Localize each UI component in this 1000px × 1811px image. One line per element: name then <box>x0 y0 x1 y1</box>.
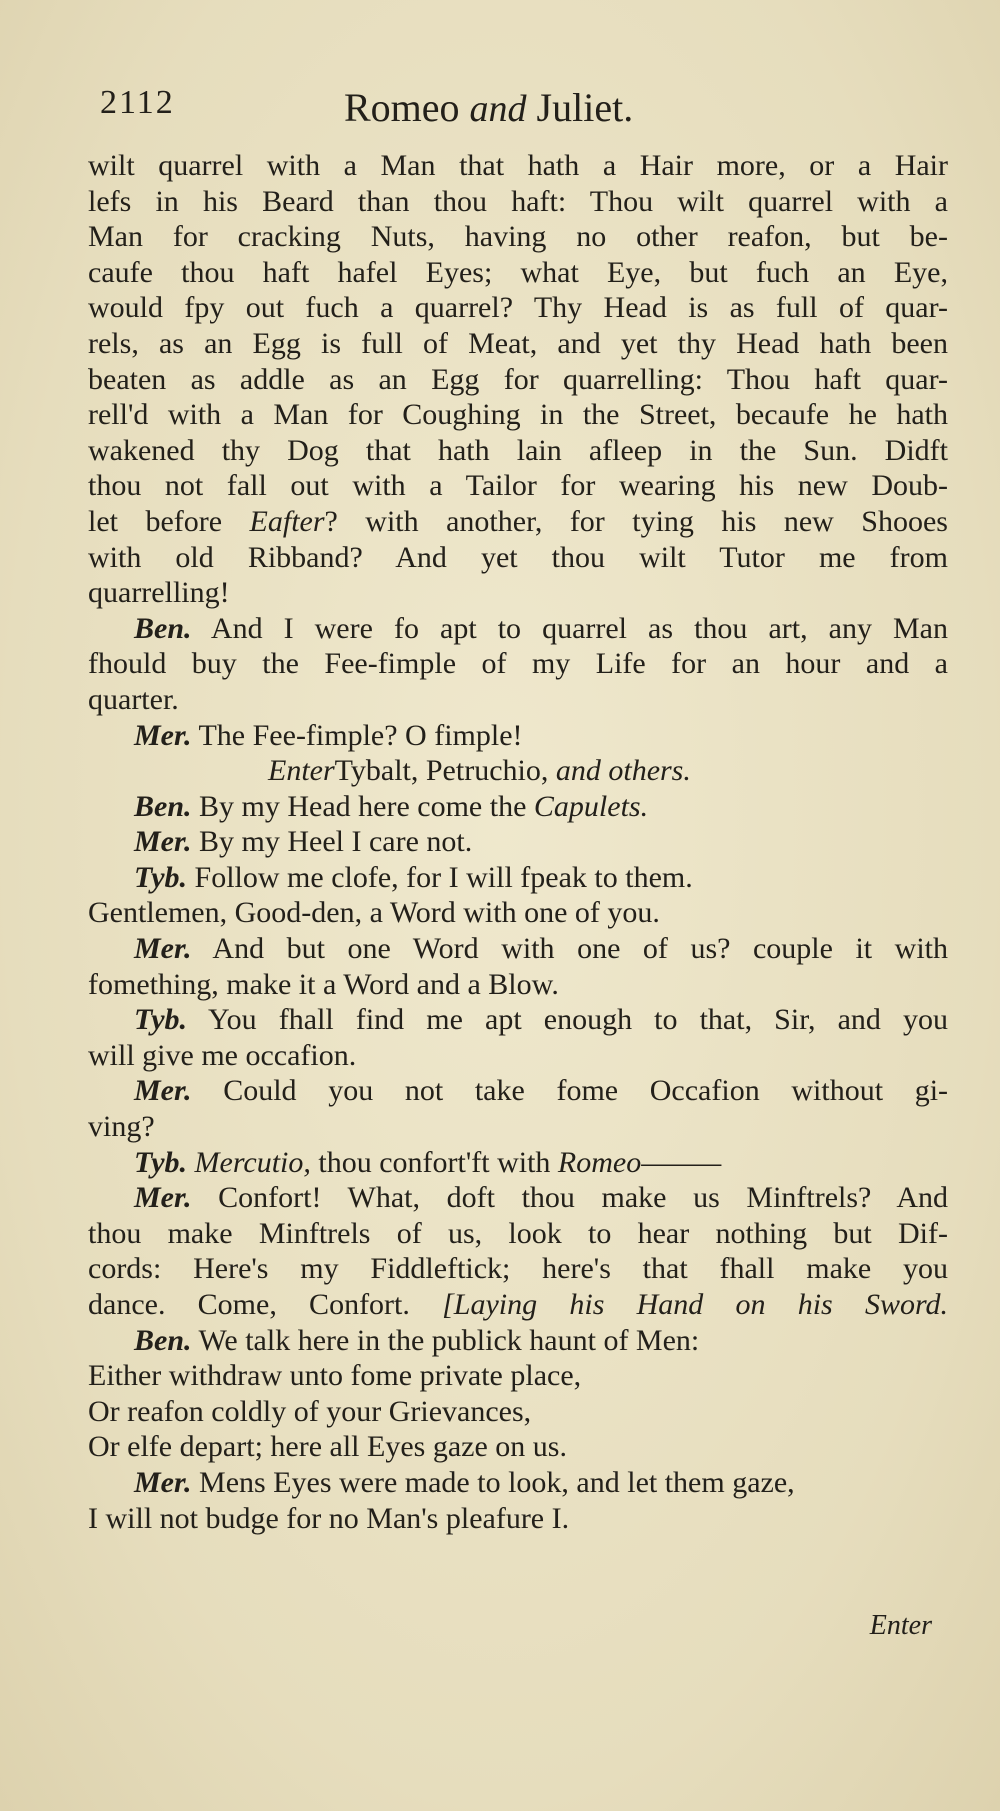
catchword: Enter <box>869 1610 932 1641</box>
text-line: would fpy out fuch a quarrel? Thy Head is as full of quar- <box>88 291 948 325</box>
speech-line <box>88 1145 948 1181</box>
text-line: fomething, make it a Word and a Blow. <box>88 967 559 1001</box>
text-fragment: ? with another, for tying his new Shooes <box>324 504 948 538</box>
speech-line <box>88 1073 948 1109</box>
speech-text: We talk here in the publick haunt of Men: <box>198 1323 700 1357</box>
speech-text: thou confort'ft with <box>318 1145 551 1179</box>
speaker-tyb: Tyb. <box>134 860 188 894</box>
speaker-mer: Mer. <box>134 1465 192 1499</box>
speech-line <box>88 1002 948 1038</box>
speech-text: Could you not take fome Occafion without gi- <box>223 1074 949 1108</box>
text-line: rell'd with a Man for Coughing in the Street, becaufe he hath <box>88 398 948 432</box>
characters-entering: Tybalt, Petruchio, <box>334 754 549 788</box>
speech-text: By my Head here come the <box>199 789 527 823</box>
stage-direction: [Laying his Hand on his Sword. <box>442 1288 949 1321</box>
speaker-tyb: Tyb. <box>134 1003 188 1037</box>
italic-romeo: Romeo——— <box>557 1145 722 1179</box>
speaker-mer: Mer. <box>134 1181 192 1215</box>
text-line: quarter. <box>88 682 179 716</box>
speech-text: Mens Eyes were made to look, and let them gaze, <box>199 1465 795 1499</box>
text-line: wakened thy Dog that hath lain afleep in the Sun. Didft <box>88 433 948 467</box>
speech-line <box>88 1323 948 1359</box>
italic-enter: Enter <box>268 754 335 788</box>
text-line: rels, as an Egg is full of Meat, and yet thy Head hath been <box>88 326 948 360</box>
verse-line: Either withdraw unto fome private place, <box>88 1359 582 1393</box>
text-line: thou not fall out with a Tailor for wearing his new Doub- <box>88 469 948 503</box>
italic-capulets: Capulets. <box>533 789 649 823</box>
play-text <box>88 148 948 1536</box>
text-line: lefs in his Beard than thou haft: Thou wilt quarrel with a <box>88 184 948 218</box>
title-and: and <box>469 88 527 130</box>
running-title <box>344 84 633 131</box>
speech-line <box>88 824 948 860</box>
text-line: thou make Minftrels of us, look to hear nothing but Dif- <box>88 1216 948 1250</box>
speaker-ben: Ben. <box>134 789 192 823</box>
speaker-mer: Mer. <box>134 932 192 966</box>
text-line: caufe thou haft hafel Eyes; what Eye, but fuch an Eye, <box>88 255 948 289</box>
text-line <box>88 1287 948 1323</box>
text-line: wilt quarrel with a Man that hath a Hair more, or a Hair <box>88 149 948 182</box>
speech-line <box>88 931 948 967</box>
text-line: Man for cracking Nuts, having no other reafon, but be- <box>88 220 948 254</box>
speech-line <box>88 789 948 825</box>
speech-line <box>88 860 948 896</box>
speech-text: By my Heel I care not. <box>199 825 473 859</box>
speech-text: And I were fo apt to quarrel as thou art, any Man <box>210 611 948 645</box>
italic-and-others: and others. <box>555 754 691 788</box>
text-line: with old Ribband? And yet thou wilt Tutor me from <box>88 540 948 574</box>
verse-line: Or reafon coldly of your Grievances, <box>88 1394 532 1428</box>
speech-line <box>88 1465 948 1501</box>
speaker-ben: Ben. <box>134 611 192 645</box>
speech-text: Follow me clofe, for I will fpeak to them. <box>194 860 693 894</box>
text-line: quarrelling! <box>88 576 230 610</box>
verse-line: Or elfe depart; here all Eyes gaze on us. <box>88 1430 567 1464</box>
speech-text: You fhall find me apt enough to that, Sir, and you <box>208 1003 948 1037</box>
page-number: 2112 <box>100 84 175 121</box>
italic-mercutio: Mercutio, <box>194 1145 311 1179</box>
speaker-mer: Mer. <box>134 825 192 859</box>
speech-line <box>88 1180 948 1216</box>
speaker-ben: Ben. <box>134 1323 192 1357</box>
speech-line <box>88 718 948 754</box>
speaker-tyb: Tyb. <box>134 1145 188 1179</box>
title-romeo: Romeo <box>344 85 460 130</box>
speech-text: The Fee-fimple? O fimple! <box>198 718 523 752</box>
speaker-mer: Mer. <box>134 718 192 752</box>
speech-text: And but one Word with one of us? couple it with <box>212 932 948 966</box>
text-line: Gentlemen, Good-den, a Word with one of you. <box>88 896 660 930</box>
text-line: will give me occafion. <box>88 1038 357 1072</box>
stage-direction-entrance <box>88 753 948 789</box>
running-header <box>100 84 900 140</box>
text-line: ving? <box>88 1110 155 1144</box>
text-line: beaten as addle as an Egg for quarrelling: Thou haft quar- <box>88 362 948 396</box>
text-fragment: let before <box>88 504 250 538</box>
italic-easter: Eafter <box>249 504 325 538</box>
speaker-mer: Mer. <box>134 1074 192 1108</box>
speech-text: dance. Come, Confort. <box>88 1288 410 1321</box>
title-juliet: Juliet. <box>536 85 634 130</box>
text-line: cords: Here's my Fiddleftick; here's that fhall make you <box>88 1252 948 1286</box>
text-line: fhould buy the Fee-fimple of my Life for an hour and a <box>88 647 948 681</box>
verse-line: I will not budge for no Man's pleafure I. <box>88 1501 570 1535</box>
speech-line <box>88 611 948 647</box>
speech-text: Confort! What, doft thou make us Minftrels? And <box>218 1181 949 1215</box>
text-line <box>88 504 948 540</box>
